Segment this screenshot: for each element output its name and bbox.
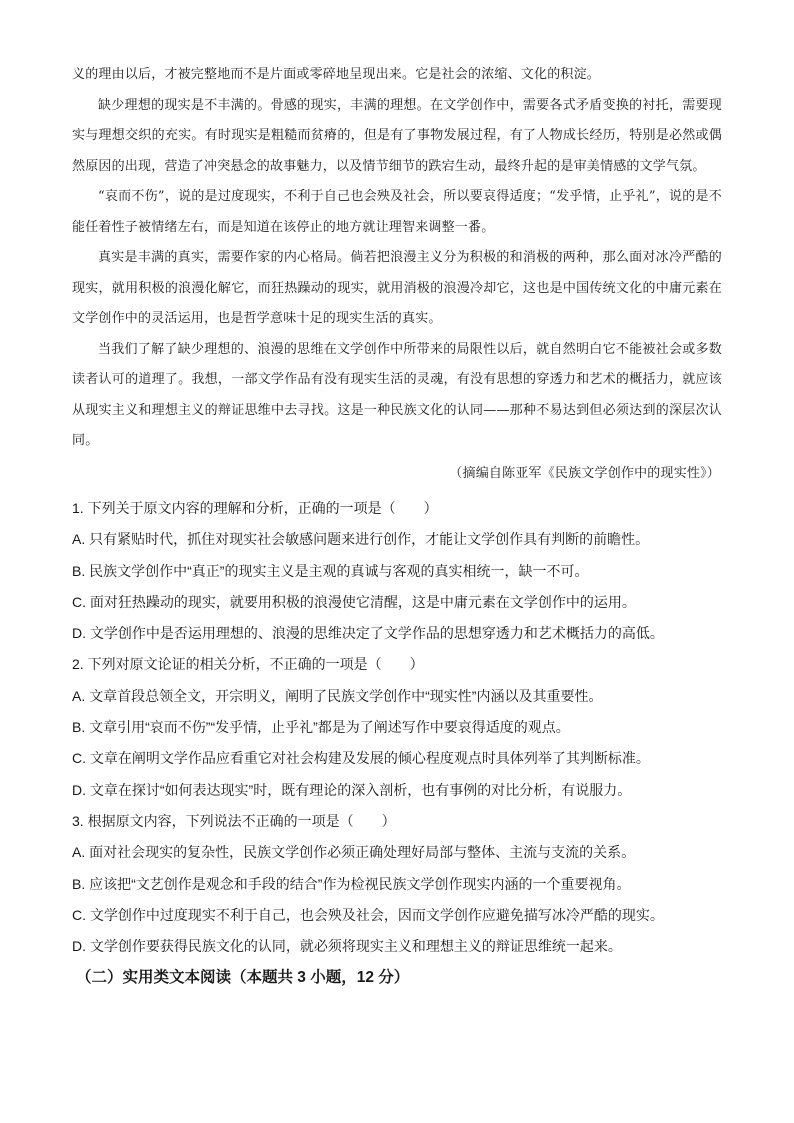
question-stem: 2. 下列对原文论证的相关分析，不正确的一项是（ ） xyxy=(72,656,424,673)
passage-paragraph-5: 当我们了解了缺少理想的、浪漫的思维在文学创作中所带来的局限性以后，就自然明白它不能被社会或多数读者认可的道理了。我想，一部文学作品有没有现实生活的灵魂，有没有思想的穿透力和艺术的概括力，就应该从现实主义和理想主义的辩证思维中去寻找。这是一种民族文化的认同——那种不易达到但必须达到的深层次认同。 xyxy=(72,341,722,448)
question-option-b: B. 文章引用“哀而不伤”“发乎情，止乎礼”都是为了阐述写作中要哀得适度的观点。 xyxy=(72,719,570,736)
question-3 xyxy=(72,806,722,962)
passage-paragraph-2: 缺少理想的现实是不丰满的。骨感的现实，丰满的理想。在文学创作中，需要各式矛盾变换的衬托，需要现实与理想交织的充实。有时现实是粗糙而贫瘠的，但是有了事物发展过程，有了人物成长经历，特别是必然或偶然原因的出现，营造了冲突悬念的故事魅力，以及情节细节的跌宕生动，最终升起的是审美情感的文学气氛。 xyxy=(72,97,722,174)
question-list xyxy=(72,493,722,962)
question-option-c: C. 文章在阐明文学作品应看重它对社会构建及发展的倾心程度观点时具体列举了其判断标准。 xyxy=(72,750,650,767)
reading-passage xyxy=(72,60,722,489)
question-option-a: A. 面对社会现实的复杂性，民族文学创作必须正确处理好局部与整体、主流与支流的关系。 xyxy=(72,844,636,861)
question-option-c: C. 面对狂热躁动的现实，就要用积极的浪漫使它清醒，这是中庸元素在文学创作中的运用。 xyxy=(72,593,636,610)
section-heading: （二）实用类文本阅读（本题共 3 小题，12 分） xyxy=(76,969,410,987)
question-stem: 3. 根据原文内容，下列说法不正确的一项是（ ） xyxy=(72,812,396,829)
question-option-d: D. 文学创作中是否运用理想的、浪漫的思维决定了文学作品的思想穿透力和艺术概括力的高低。 xyxy=(72,625,664,642)
passage-paragraph-4: 真实是丰满的真实，需要作家的内心格局。倘若把浪漫主义分为积极的和消极的两种，那么面对冰冷严酷的现实，就用积极的浪漫化解它，而狂热躁动的现实，就用消极的浪漫冷却它，这也是中国传统文化的中庸元素在文学创作中的灵活运用，也是哲学意味十足的现实生活的真实。 xyxy=(72,250,722,326)
passage-source: （摘编自陈亚军《民族文学创作中的现实性》） xyxy=(449,465,720,481)
exam-page xyxy=(72,60,722,992)
question-2 xyxy=(72,649,722,805)
passage-paragraph-1: 义的理由以后，才被完整地而不是片面或零碎地呈现出来。它是社会的浓缩、文化的积淀。 xyxy=(72,67,601,82)
passage-paragraph-3: “哀而不伤”，说的是过度现实，不利于自己也会殃及社会，所以要哀得适度；“发乎情，止乎礼”，说的是不能任着性子被情绪左右，而是知道在该停止的地方就让理智来调整一番。 xyxy=(72,189,722,235)
question-stem: 1. 下列关于原文内容的理解和分析，正确的一项是（ ） xyxy=(72,500,438,516)
question-option-b: B. 应该把“文艺创作是观念和手段的结合”作为检视民族文学创作现实内涵的一个重要视角。 xyxy=(72,875,631,892)
question-option-a: A. 文章首段总领全文，开宗明义，阐明了民族文学创作中“现实性”内涵以及其重要性。 xyxy=(72,687,603,704)
question-option-a: A. 只有紧贴时代，抓住对现实社会敏感问题来进行创作，才能让文学创作具有判断的前瞻性。 xyxy=(72,531,650,548)
question-option-d: D. 文章在探讨“如何表达现实”时，既有理论的深入剖析，也有事例的对比分析，有说服力。 xyxy=(72,781,632,798)
question-option-b: B. 民族文学创作中“真正”的现实主义是主观的真诚与客观的真实相统一，缺一不可。 xyxy=(72,562,589,579)
question-option-d: D. 文学创作要获得民族文化的认同，就必须将现实主义和理想主义的辩证思维统一起来。 xyxy=(72,938,622,955)
question-1 xyxy=(72,493,722,649)
question-option-c: C. 文学创作中过度现实不利于自己，也会殃及社会，因而文学创作应避免描写冰冷严酷的现实。 xyxy=(72,906,664,923)
